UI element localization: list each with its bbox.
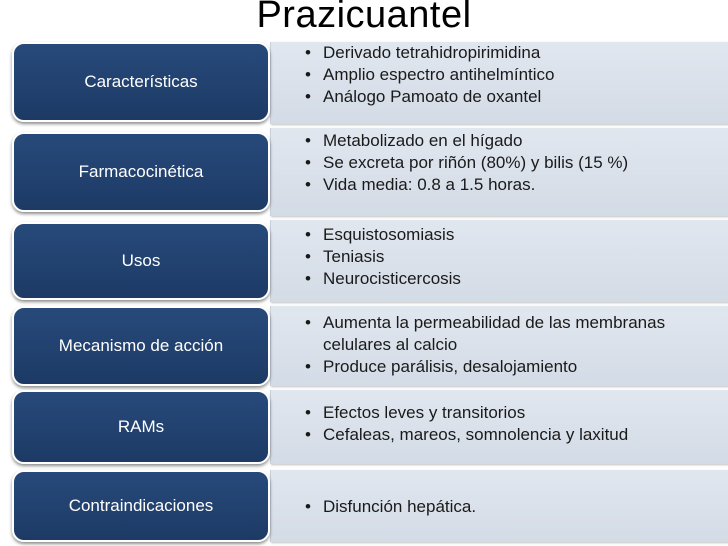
list-item: • Análogo Pamoato de oxantel	[305, 86, 722, 108]
list-item: • Amplio espectro antihelmíntico	[305, 64, 722, 86]
bullet-list	[285, 42, 722, 108]
detail-panel	[270, 390, 728, 464]
label-box: RAMs	[12, 390, 270, 464]
list-item: • Efectos leves y transitorios	[305, 402, 722, 424]
detail-panel	[270, 306, 728, 386]
detail-panel	[270, 470, 728, 542]
list-item: • Derivado tetrahidropirimidina	[305, 42, 722, 64]
row-contraindicaciones	[12, 470, 728, 542]
label-box: Farmacocinética	[12, 132, 270, 212]
list-item: • Aumenta la permeabilidad de las membranas celulares al calcio	[305, 312, 703, 356]
bullet-list	[285, 224, 722, 290]
list-item: • Disfunción hepática.	[305, 496, 722, 518]
row-farmacocinetica	[12, 128, 728, 216]
list-item: • Produce parálisis, desalojamiento	[305, 356, 722, 378]
list-item: • Metabolizado en el hígado	[305, 130, 722, 152]
list-item: • Vida media: 0.8 a 1.5 horas.	[305, 174, 722, 196]
bullet-list	[285, 402, 722, 446]
list-item: • Cefaleas, mareos, somnolencia y laxitud	[305, 424, 722, 446]
detail-panel	[270, 220, 728, 302]
detail-panel	[270, 42, 728, 124]
slide-title: Prazicuantel	[256, 0, 472, 36]
label-box: Usos	[12, 222, 270, 300]
list-item: • Se excreta por riñón (80%) y bilis (15 %)	[305, 152, 722, 174]
row-mecanismo	[12, 306, 728, 386]
bullet-list	[285, 312, 722, 378]
label-box: Contraindicaciones	[12, 470, 270, 542]
row-usos	[12, 220, 728, 302]
list-item: • Esquistosomiasis	[305, 224, 722, 246]
detail-panel	[270, 128, 728, 216]
list-item: • Teniasis	[305, 246, 722, 268]
label-box: Características	[12, 42, 270, 122]
list-item: • Neurocisticercosis	[305, 268, 722, 290]
bullet-list	[285, 496, 722, 518]
row-rams	[12, 390, 728, 464]
bullet-list	[285, 130, 722, 196]
row-caracteristicas	[12, 42, 728, 124]
label-box: Mecanismo de acción	[12, 306, 270, 386]
